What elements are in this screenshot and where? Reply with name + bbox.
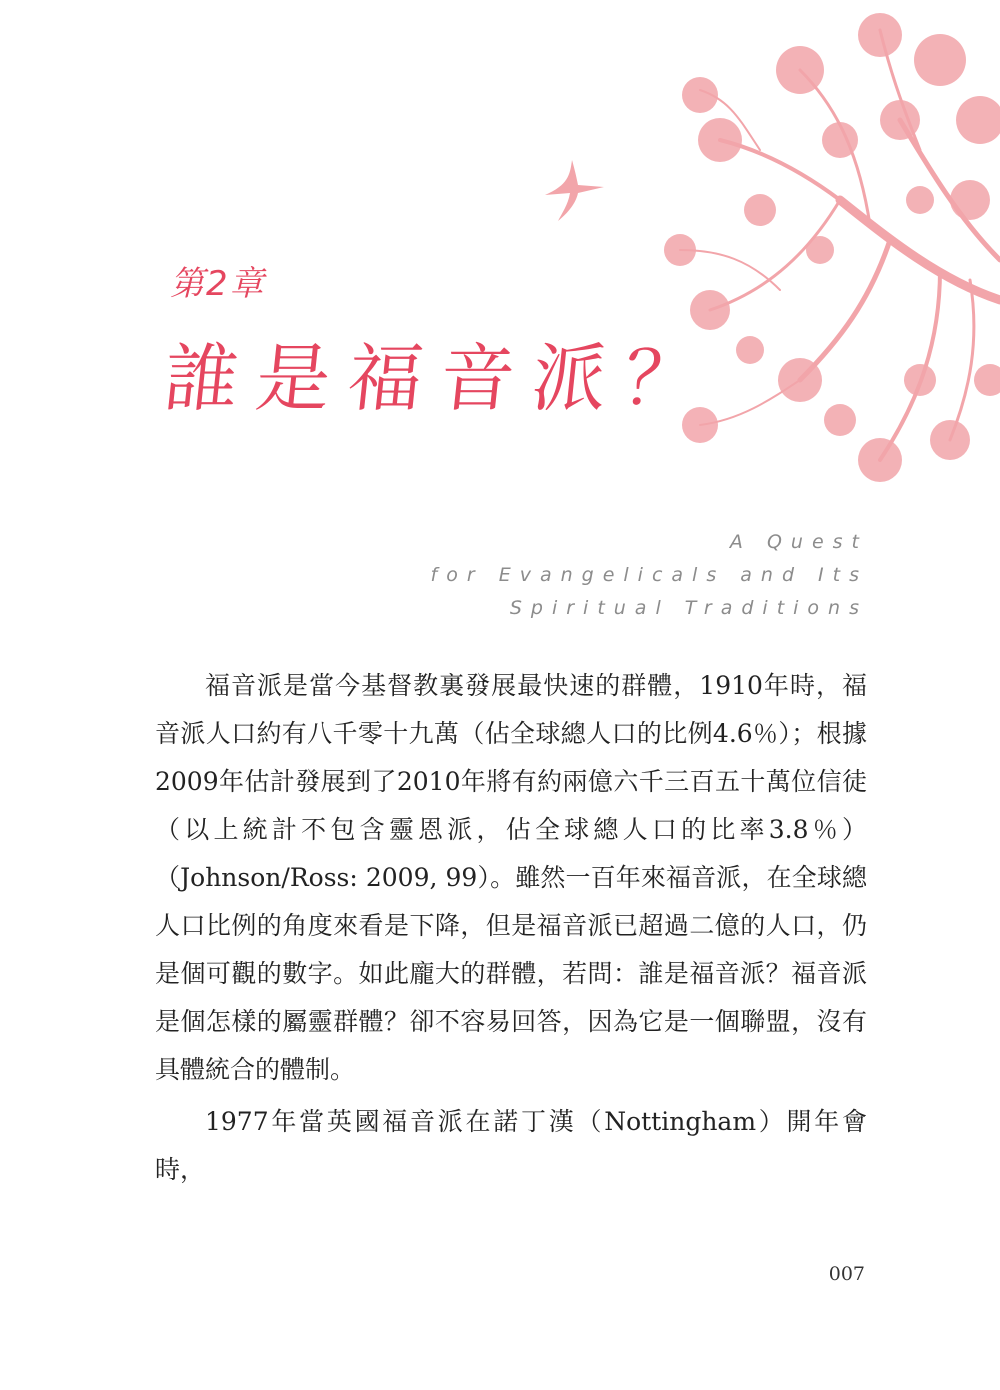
- blossom-tree-illustration-icon: [640, 0, 1000, 520]
- page-number: 007: [828, 1263, 865, 1285]
- subtitle-line: for Evangelicals and Its: [430, 564, 868, 586]
- body-text: [155, 662, 867, 1194]
- subtitle-line: A Quest: [729, 531, 868, 553]
- subtitle-line: Spiritual Traditions: [509, 597, 868, 619]
- chapter-title: 誰是福音派？: [159, 336, 721, 422]
- english-subtitle: [431, 526, 868, 625]
- paragraph: 1977年當英國福音派在諾丁漢（Nottingham）開年會時，: [155, 1107, 867, 1184]
- chapter-label: 第2章: [170, 264, 266, 304]
- bird-silhouette-icon: [540, 155, 610, 225]
- paragraph: 福音派是當今基督教裏發展最快速的群體，1910年時，福音派人口約有八千零十九萬（佔全球總人口的比例4.6％）；根據2009年估計發展到了2010年將有約兩億六千三百五十萬位信徒（以上統計不包含靈恩派，佔全球總人口的比率3.8％）（Johnson/Ross: 2009, 99）。雖然一百年來福音派，在全球總人口比例的角度來看是下降，但是福音派已超過二億的人口，仍是個可觀的數字。如此龐大的群體，若問：誰是福音派？福音派是個怎樣的屬靈群體？卻不容易回答，因為它是一個聯盟，沒有具體統合的體制。: [155, 671, 867, 1084]
